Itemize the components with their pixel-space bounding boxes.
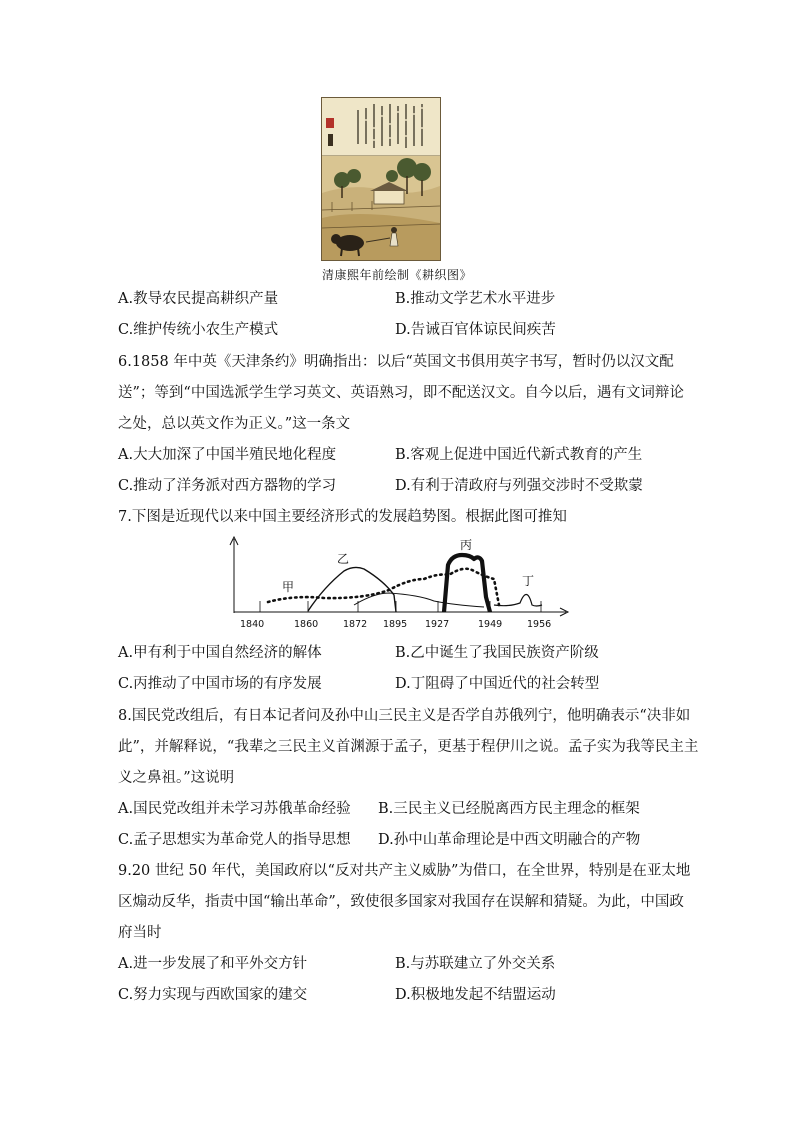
x-tick-label: 1956 <box>527 619 552 630</box>
q6-option-a[interactable]: A.大大加深了中国半殖民地化程度 <box>118 447 337 463</box>
x-tick-label: 1949 <box>478 619 503 630</box>
q8-option-d[interactable]: D.孙中山革命理论是中西文明融合的产物 <box>378 832 641 848</box>
q8-stem-line-2: 此”，并解释说，“我辈之三民主义首渊源于孟子，更基于程伊川之说。孟子实为我等民主主 <box>118 739 699 755</box>
q6-stem-line-3: 之处，总以英文作为正义。”这一条文 <box>118 416 351 432</box>
q8-stem-line-1: 8.国民党改组后，有日本记者问及孙中山三民主义是否学自苏俄列宁，他明确表示“决非如 <box>118 708 691 724</box>
x-tick-label: 1895 <box>383 619 408 630</box>
series-jia-line <box>268 569 499 605</box>
q9-option-b[interactable]: B.与苏联建立了外交关系 <box>395 956 556 972</box>
q5-option-d[interactable]: D.告诫百官体谅民间疾苦 <box>395 322 556 338</box>
q5-option-c[interactable]: C.维护传统小农生产模式 <box>118 322 279 338</box>
q5-option-b[interactable]: B.推动文学艺术水平进步 <box>395 291 556 307</box>
x-tick-label: 1872 <box>343 619 368 630</box>
q9-option-c[interactable]: C.努力实现与西欧国家的建交 <box>118 987 308 1003</box>
q7-option-c[interactable]: C.丙推动了中国市场的有序发展 <box>118 676 322 692</box>
painting-image <box>322 98 440 260</box>
q9-option-d[interactable]: D.积极地发起不结盟运动 <box>395 987 556 1003</box>
series-label-ding: 丁 <box>522 574 535 588</box>
q5-option-a[interactable]: A.教导农民提高耕织产量 <box>118 291 279 307</box>
q6-stem-line-2: 送”；等到“中国选派学生学习英文、英语熟习，即不配送汉文。自今以后，遇有文词辩论 <box>118 385 684 401</box>
q8-option-c[interactable]: C.孟子思想实为革命党人的指导思想 <box>118 832 351 848</box>
economy-trend-chart <box>224 535 574 635</box>
series-ding-line <box>494 594 542 606</box>
q8-option-a[interactable]: A.国民党改组并未学习苏俄革命经验 <box>118 801 351 817</box>
q8-option-b[interactable]: B.三民主义已经脱离西方民主理念的框架 <box>378 801 640 817</box>
q6-option-b[interactable]: B.客观上促进中国近代新式教育的产生 <box>395 447 643 463</box>
q9-stem-line-3: 府当时 <box>118 925 162 941</box>
q9-option-a[interactable]: A.进一步发展了和平外交方针 <box>118 956 308 972</box>
q8-stem-line-3: 义之鼻祖。”这说明 <box>118 770 235 786</box>
series-label-jia: 甲 <box>282 580 295 594</box>
x-tick-label: 1860 <box>294 619 319 630</box>
q9-stem-line-1: 9.20 世纪 50 年代，美国政府以“反对共产主义威胁”为借口，在全世界，特别是在亚太地 <box>118 863 691 879</box>
painting-caption: 清康熙年前绘制《耕织图》 <box>321 268 472 282</box>
series-label-bing: 丙 <box>460 538 473 552</box>
q6-option-c[interactable]: C.推动了洋务派对西方器物的学习 <box>118 478 337 494</box>
q7-option-a[interactable]: A.甲有利于中国自然经济的解体 <box>118 645 322 661</box>
x-tick-label: 1927 <box>425 619 450 630</box>
q7-option-b[interactable]: B.乙中诞生了我国民族资产阶级 <box>395 645 599 661</box>
series-label-yi: 乙 <box>337 552 350 566</box>
q9-stem-line-2: 区煽动反华，指责中国“输出革命”，致使很多国家对我国存在误解和猜疑。为此，中国政 <box>118 894 684 910</box>
gengzhi-painting <box>321 97 441 261</box>
q6-option-d[interactable]: D.有利于清政府与列强交涉时不受欺蒙 <box>395 478 643 494</box>
q7-stem: 7.下图是近现代以来中国主要经济形式的发展趋势图。根据此图可推知 <box>118 509 567 525</box>
q7-option-d[interactable]: D.丁阻碍了中国近代的社会转型 <box>395 676 600 692</box>
q6-stem-line-1: 6.1858 年中英《天津条约》明确指出：以后“英国文书俱用英字书写，暂时仍以汉文配 <box>118 354 674 370</box>
series-yi-line <box>308 567 396 612</box>
x-tick-label: 1840 <box>240 619 265 630</box>
